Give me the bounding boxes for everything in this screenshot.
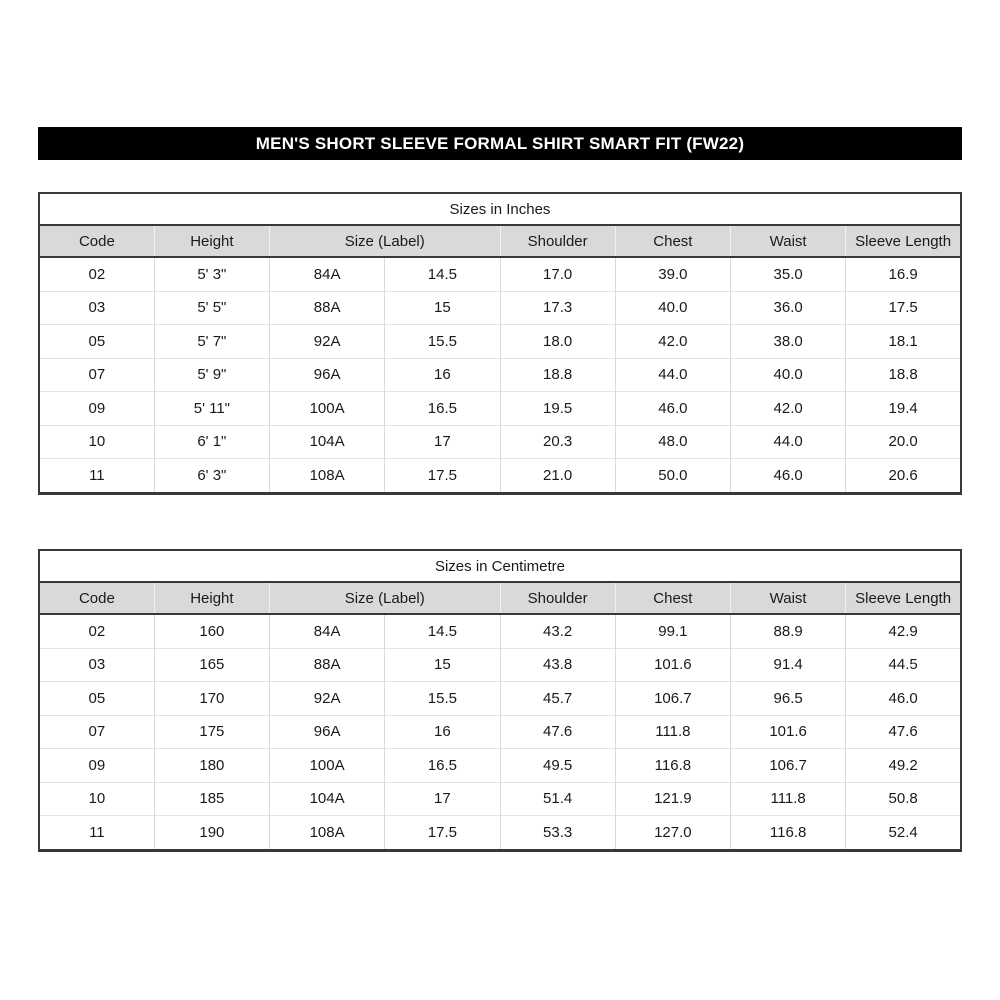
table-row — [39, 614, 961, 648]
col-header-height: Height — [154, 225, 269, 257]
table-cell: 52.4 — [846, 816, 961, 851]
table-cell: 108A — [270, 459, 385, 494]
table-cell: 16 — [385, 715, 500, 749]
table-cell: 17.0 — [500, 257, 615, 291]
table-cell: 17 — [385, 782, 500, 816]
table-cell: 190 — [154, 816, 269, 851]
table-row — [39, 291, 961, 325]
table-cell: 50.0 — [615, 459, 730, 494]
table-cell: 36.0 — [731, 291, 846, 325]
table-cell: 20.3 — [500, 425, 615, 459]
table-cell: 44.0 — [615, 358, 730, 392]
table-cell: 5' 9" — [154, 358, 269, 392]
table-cell: 5' 7" — [154, 325, 269, 359]
col-header-code: Code — [39, 225, 154, 257]
table-cell: 42.0 — [731, 392, 846, 426]
page-title: MEN'S SHORT SLEEVE FORMAL SHIRT SMART FIT (FW22) — [255, 133, 745, 153]
table-cell: 09 — [39, 749, 154, 783]
table-cell: 5' 3" — [154, 257, 269, 291]
table-cell: 160 — [154, 614, 269, 648]
table-cell: 43.8 — [500, 648, 615, 682]
table-cell: 53.3 — [500, 816, 615, 851]
column-header-row — [39, 582, 961, 614]
table-cell: 15 — [385, 648, 500, 682]
column-header-row — [39, 225, 961, 257]
col-header-sleeve-length: Sleeve Length — [846, 225, 961, 257]
table-cell: 20.0 — [846, 425, 961, 459]
table-cell: 116.8 — [731, 816, 846, 851]
table-cell: 07 — [39, 358, 154, 392]
table-cell: 15.5 — [385, 325, 500, 359]
col-header-shoulder: Shoulder — [500, 582, 615, 614]
table-cell: 5' 11" — [154, 392, 269, 426]
table-cell: 14.5 — [385, 614, 500, 648]
table-cell: 106.7 — [615, 682, 730, 716]
table-cell: 11 — [39, 816, 154, 851]
table-cell: 38.0 — [731, 325, 846, 359]
table-cell: 170 — [154, 682, 269, 716]
table-cell: 17.5 — [846, 291, 961, 325]
table-cell: 165 — [154, 648, 269, 682]
table-cell: 05 — [39, 325, 154, 359]
table-cell: 6' 3" — [154, 459, 269, 494]
table-cell: 20.6 — [846, 459, 961, 494]
col-header-size-label: Size (Label) — [270, 582, 501, 614]
table-cell: 111.8 — [615, 715, 730, 749]
table-cell: 96.5 — [731, 682, 846, 716]
table-row — [39, 682, 961, 716]
table-cell: 07 — [39, 715, 154, 749]
table-cell: 46.0 — [615, 392, 730, 426]
table-cell: 05 — [39, 682, 154, 716]
table-cell: 10 — [39, 782, 154, 816]
table-cell: 49.2 — [846, 749, 961, 783]
table-cell: 108A — [270, 816, 385, 851]
table-cell: 185 — [154, 782, 269, 816]
table-caption: Sizes in Centimetre — [39, 550, 961, 582]
table-cell: 21.0 — [500, 459, 615, 494]
table-cell: 5' 5" — [154, 291, 269, 325]
col-header-chest: Chest — [615, 225, 730, 257]
table-cell: 6' 1" — [154, 425, 269, 459]
table-cell: 51.4 — [500, 782, 615, 816]
table-cell: 17.5 — [385, 459, 500, 494]
table-cell: 99.1 — [615, 614, 730, 648]
table-cell: 88A — [270, 291, 385, 325]
table-cell: 15.5 — [385, 682, 500, 716]
table-row — [39, 648, 961, 682]
col-header-size-label: Size (Label) — [270, 225, 501, 257]
table-cell: 127.0 — [615, 816, 730, 851]
table-cell: 16 — [385, 358, 500, 392]
table-cell: 96A — [270, 715, 385, 749]
table-cell: 17 — [385, 425, 500, 459]
table-cell: 19.5 — [500, 392, 615, 426]
col-header-chest: Chest — [615, 582, 730, 614]
table-cell: 35.0 — [731, 257, 846, 291]
table-row — [39, 325, 961, 359]
table-row — [39, 782, 961, 816]
table-cell: 180 — [154, 749, 269, 783]
table-row — [39, 358, 961, 392]
table-cell: 39.0 — [615, 257, 730, 291]
table-cell: 40.0 — [615, 291, 730, 325]
table-cell: 100A — [270, 392, 385, 426]
table-cell: 91.4 — [731, 648, 846, 682]
table-cell: 106.7 — [731, 749, 846, 783]
table-cell: 92A — [270, 325, 385, 359]
table-cell: 101.6 — [615, 648, 730, 682]
table-cell: 16.9 — [846, 257, 961, 291]
table-cell: 02 — [39, 614, 154, 648]
table-cell: 84A — [270, 614, 385, 648]
col-header-height: Height — [154, 582, 269, 614]
col-header-code: Code — [39, 582, 154, 614]
table-cell: 40.0 — [731, 358, 846, 392]
table-cell: 47.6 — [500, 715, 615, 749]
table-cell: 44.5 — [846, 648, 961, 682]
sizes-in-inches-table — [38, 192, 962, 495]
table-cell: 19.4 — [846, 392, 961, 426]
table-cell: 10 — [39, 425, 154, 459]
table-caption-row — [39, 193, 961, 225]
table-cell: 50.8 — [846, 782, 961, 816]
col-header-shoulder: Shoulder — [500, 225, 615, 257]
table-cell: 16.5 — [385, 392, 500, 426]
table-cell: 175 — [154, 715, 269, 749]
table-cell: 18.8 — [846, 358, 961, 392]
table-cell: 48.0 — [615, 425, 730, 459]
table-cell: 42.0 — [615, 325, 730, 359]
table-cell: 96A — [270, 358, 385, 392]
table-cell: 88A — [270, 648, 385, 682]
table-cell: 11 — [39, 459, 154, 494]
table-cell: 18.1 — [846, 325, 961, 359]
table-cell: 09 — [39, 392, 154, 426]
table-cell: 49.5 — [500, 749, 615, 783]
table-cell: 18.8 — [500, 358, 615, 392]
table-caption-row — [39, 550, 961, 582]
table-row — [39, 425, 961, 459]
table-row — [39, 257, 961, 291]
table-cell: 03 — [39, 648, 154, 682]
table-cell: 88.9 — [731, 614, 846, 648]
title-banner — [38, 127, 962, 160]
table-cell: 43.2 — [500, 614, 615, 648]
table-row — [39, 459, 961, 494]
table-row — [39, 749, 961, 783]
table-row — [39, 392, 961, 426]
table-cell: 03 — [39, 291, 154, 325]
col-header-waist: Waist — [731, 225, 846, 257]
table-cell: 100A — [270, 749, 385, 783]
table-cell: 02 — [39, 257, 154, 291]
table-cell: 46.0 — [731, 459, 846, 494]
table-cell: 104A — [270, 782, 385, 816]
table-cell: 14.5 — [385, 257, 500, 291]
table-cell: 15 — [385, 291, 500, 325]
table-cell: 116.8 — [615, 749, 730, 783]
table-cell: 46.0 — [846, 682, 961, 716]
table-cell: 47.6 — [846, 715, 961, 749]
col-header-waist: Waist — [731, 582, 846, 614]
table-caption: Sizes in Inches — [39, 193, 961, 225]
table-cell: 101.6 — [731, 715, 846, 749]
table-cell: 17.5 — [385, 816, 500, 851]
table-row — [39, 715, 961, 749]
table-cell: 16.5 — [385, 749, 500, 783]
table-cell: 45.7 — [500, 682, 615, 716]
table-cell: 121.9 — [615, 782, 730, 816]
table-cell: 18.0 — [500, 325, 615, 359]
table-cell: 92A — [270, 682, 385, 716]
sizes-in-centimetre-table — [38, 549, 962, 852]
table-cell: 42.9 — [846, 614, 961, 648]
table-cell: 84A — [270, 257, 385, 291]
table-cell: 17.3 — [500, 291, 615, 325]
table-row — [39, 816, 961, 851]
table-cell: 44.0 — [731, 425, 846, 459]
table-cell: 104A — [270, 425, 385, 459]
col-header-sleeve-length: Sleeve Length — [846, 582, 961, 614]
table-cell: 111.8 — [731, 782, 846, 816]
